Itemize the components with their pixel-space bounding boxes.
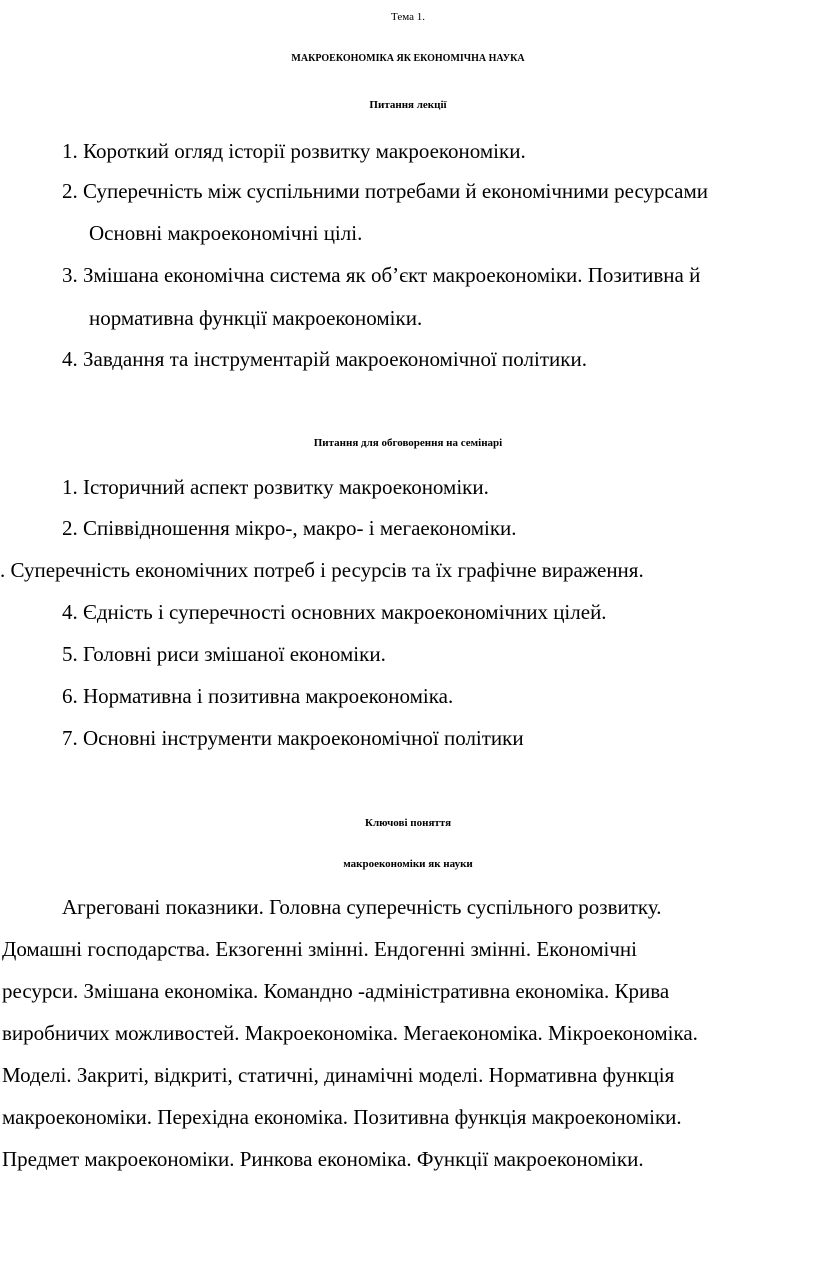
seminar-item-4: 4. Єдність і суперечності основних макроекономічних цілей. [62, 600, 607, 624]
seminar-item-2: 2. Співвідношення мікро-, макро- і мегаекономіки. [62, 516, 517, 540]
page-title: МАКРОЕКОНОМІКА ЯК ЕКОНОМІЧНА НАУКА [291, 53, 525, 64]
concepts-heading-line-1: Ключові поняття [364, 817, 452, 829]
seminar-heading: Питання для обговорення на семінарі [313, 437, 503, 449]
seminar-item-7: 7. Основні інструменти макроекономічної політики [62, 726, 524, 750]
seminar-item-6: 6. Нормативна і позитивна макроекономіка. [62, 684, 454, 708]
concepts-paragraph-line-4: виробничих можливостей. Макроекономіка. Мегаекономіка. Мікроекономіка. [2, 1021, 698, 1045]
seminar-item-1: 1. Історичний аспект розвитку макроекономіки. [62, 475, 489, 499]
lecture-item-3-continued: нормативна функції макроекономіки. [89, 306, 423, 330]
concepts-paragraph-line-2: Домашні господарства. Екзогенні змінні. Ендогенні змінні. Економічні [2, 937, 637, 961]
lecture-item-3: 3. Змішана економічна система як об’єкт макроекономіки. Позитивна й [62, 263, 701, 287]
concepts-paragraph-line-3: ресурси. Змішана економіка. Командно -адміністративна економіка. Крива [2, 979, 670, 1003]
concepts-paragraph-line-6: макроекономіки. Перехідна економіка. Позитивна функція макроекономіки. [2, 1105, 682, 1129]
lecture-item-2-continued: Основні макроекономічні цілі. [89, 221, 363, 245]
concepts-paragraph-line-7: Предмет макроекономіки. Ринкова економіка. Функції макроекономіки. [2, 1147, 644, 1171]
concepts-paragraph-line-5: Моделі. Закриті, відкриті, статичні, динамічні моделі. Нормативна функція [2, 1063, 675, 1087]
concepts-paragraph-line-1: Агреговані показники. Головна суперечність суспільного розвитку. [62, 895, 662, 919]
seminar-item-3: . Суперечність економічних потреб і ресурсів та їх графічне вираження. [0, 558, 644, 582]
concepts-heading-line-2: макроекономіки як науки [343, 858, 473, 870]
lecture-heading: Питання лекції [369, 99, 447, 111]
lecture-item-1: 1. Короткий огляд історії розвитку макроекономіки. [62, 139, 526, 163]
lecture-item-4: 4. Завдання та інструментарій макроекономічної політики. [62, 347, 587, 371]
seminar-item-5: 5. Головні риси змішаної економіки. [62, 642, 386, 666]
lecture-item-2: 2. Суперечність між суспільними потребами й економічними ресурсами [62, 179, 708, 203]
topic-label: Тема 1. [391, 11, 425, 23]
